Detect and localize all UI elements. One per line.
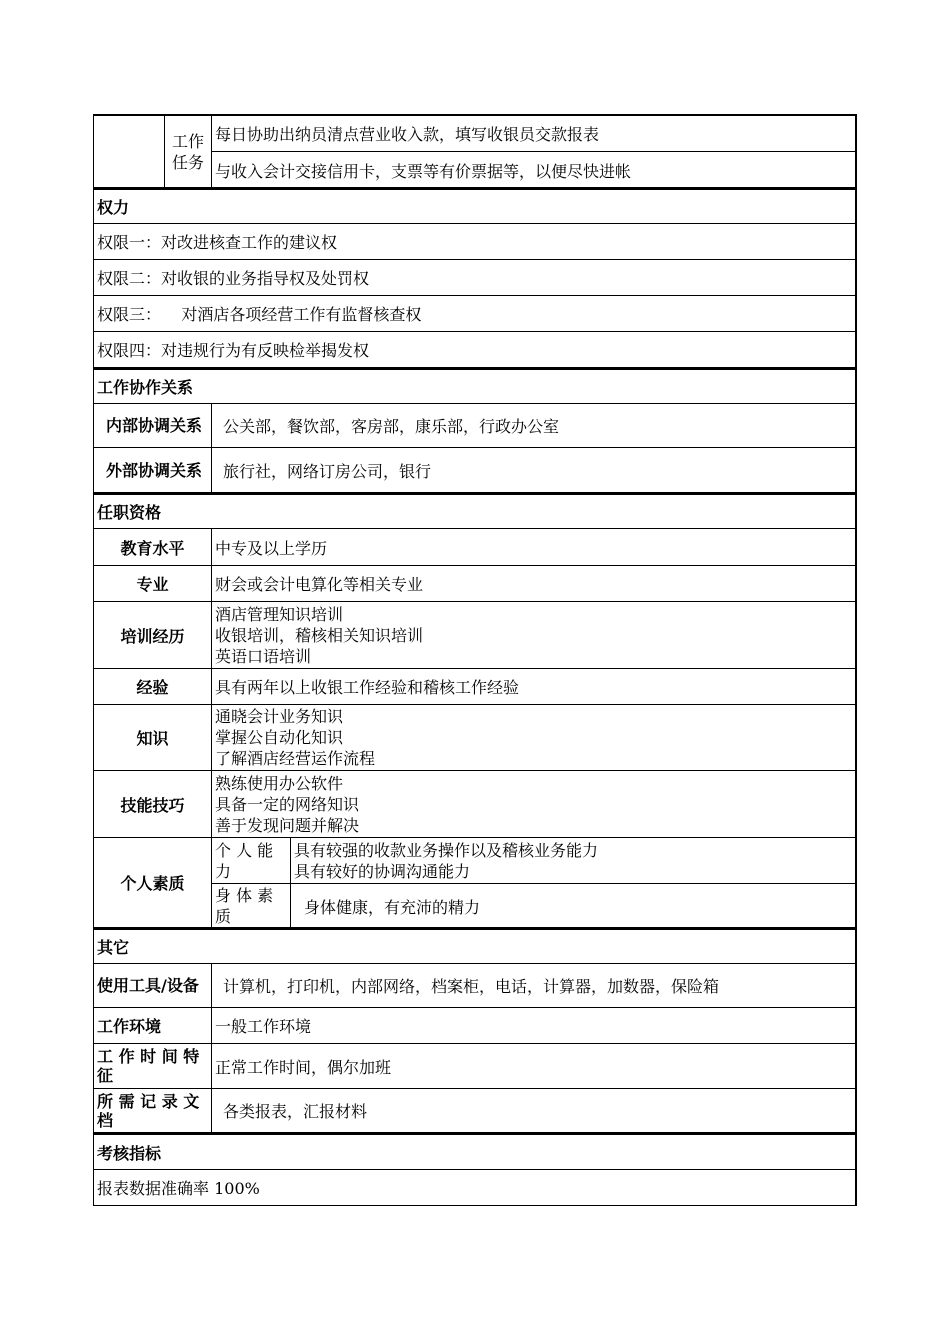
knowledge-row: [93, 705, 857, 771]
work-tasks-label: [164, 116, 211, 187]
authority-row: [93, 296, 857, 332]
tools-value: 计算机，打印机，内部网络，档案柜，电话，计算器，加数器，保险箱: [211, 964, 855, 1007]
evaluation-value: 报表数据准确率 100%: [97, 1179, 260, 1198]
authority-row: [93, 224, 857, 260]
internal-relations-label: 内部协调关系: [105, 416, 202, 435]
external-relations-value: 旅行社，网络订房公司，银行: [211, 448, 855, 492]
knowledge-label: 知识: [136, 729, 169, 748]
knowledge-item: 掌握公自动化知识: [215, 728, 344, 747]
environment-row: [93, 1008, 857, 1044]
experience-label: 经验: [136, 678, 169, 697]
ability-item: 具有较好的协调沟通能力: [294, 861, 471, 881]
external-relations-label: 外部协调关系: [105, 460, 202, 480]
environment-label: 工作环境: [97, 1017, 162, 1036]
training-item: 酒店管理知识培训: [215, 604, 344, 624]
knowledge-item: 通晓会计业务知识: [215, 707, 344, 726]
authority-row: [93, 260, 857, 296]
ability-subrow: [212, 838, 855, 884]
relations-header-row: [93, 368, 857, 404]
training-values: [211, 602, 855, 668]
work-time-value: 正常工作时间，偶尔加班: [211, 1044, 855, 1088]
tools-label: 使用工具/设备: [97, 976, 199, 995]
major-label: 专业: [136, 575, 169, 594]
work-tasks-row: [93, 114, 857, 188]
authority-item: 权限二：对收银的业务指导权及处罚权: [97, 269, 370, 288]
skills-values: [211, 771, 855, 837]
qualifications-header-row: [93, 493, 857, 529]
skills-item: 具备一定的网络知识: [215, 794, 360, 814]
knowledge-item: 了解酒店经营运作流程: [215, 749, 376, 768]
physical-subrow: [212, 884, 855, 928]
work-tasks-items: [211, 116, 855, 187]
internal-relations-row: [93, 404, 857, 448]
ability-values: [290, 838, 855, 883]
physical-label: 身 体 素 质: [215, 886, 274, 926]
major-value: 财会或会计电算化等相关专业: [211, 566, 855, 601]
training-item: 收银培训，稽核相关知识培训: [215, 625, 424, 645]
authority-item: 权限一：对改进核查工作的建议权: [97, 233, 338, 252]
authority-row: [93, 332, 857, 368]
physical-value: 身体健康，有充沛的精力: [290, 884, 855, 928]
skills-item: 善于发现问题并解决: [215, 815, 360, 835]
knowledge-values: [211, 705, 855, 770]
authority-title: 权力: [97, 198, 130, 217]
tools-row: [93, 964, 857, 1008]
other-header-row: [93, 928, 857, 964]
authority-item: 权限四：对违规行为有反映检举揭发权: [97, 341, 370, 360]
environment-value: 一般工作环境: [211, 1008, 855, 1043]
skills-row: [93, 771, 857, 838]
ability-item: 具有较强的收款业务操作以及稽核业务能力: [294, 840, 599, 860]
documents-value: 各类报表，汇报材料: [211, 1089, 855, 1132]
work-tasks-label-line2: 任务: [171, 152, 204, 172]
evaluation-row: [93, 1170, 857, 1206]
documents-row: [93, 1089, 857, 1133]
training-item: 英语口语培训: [215, 646, 312, 666]
documents-label: 所 需 记 录 文 档: [97, 1091, 200, 1130]
education-row: [93, 529, 857, 566]
training-label: 培训经历: [120, 626, 185, 646]
education-value: 中专及以上学历: [211, 529, 855, 565]
internal-relations-value: 公关部，餐饮部，客房部，康乐部，行政办公室: [211, 404, 855, 447]
evaluation-header-row: [93, 1133, 857, 1170]
experience-value: 具有两年以上收银工作经验和稽核工作经验: [211, 669, 855, 704]
education-label: 教育水平: [120, 538, 185, 558]
training-row: [93, 602, 857, 669]
personal-qualities-row: [93, 838, 857, 928]
personal-qualities-block: [211, 838, 855, 927]
work-tasks-label-line1: 工作: [171, 131, 204, 151]
empty-cell: [94, 116, 164, 187]
work-time-row: [93, 1044, 857, 1089]
authority-header-row: [93, 188, 857, 224]
skills-label: 技能技巧: [120, 795, 185, 815]
ability-label: 个 人 能 力: [215, 840, 274, 881]
skills-item: 熟练使用办公软件: [215, 773, 344, 793]
evaluation-title: 考核指标: [97, 1143, 162, 1163]
major-row: [93, 566, 857, 602]
work-task-item: 每日协助出纳员清点营业收入款，填写收银员交款报表: [212, 116, 855, 152]
other-title: 其它: [97, 938, 130, 957]
qualifications-title: 任职资格: [97, 503, 162, 522]
work-time-label: 工 作 时 间 特 征: [97, 1047, 200, 1085]
work-task-item: 与收入会计交接信用卡，支票等有价票据等，以便尽快进帐: [215, 161, 632, 181]
external-relations-row: [93, 448, 857, 493]
job-description-table: [93, 114, 857, 1206]
personal-qualities-label: 个人素质: [120, 874, 185, 893]
authority-item: 权限三： 对酒店各项经营工作有监督核查权: [97, 305, 422, 324]
relations-title: 工作协作关系: [97, 378, 194, 397]
experience-row: [93, 669, 857, 705]
